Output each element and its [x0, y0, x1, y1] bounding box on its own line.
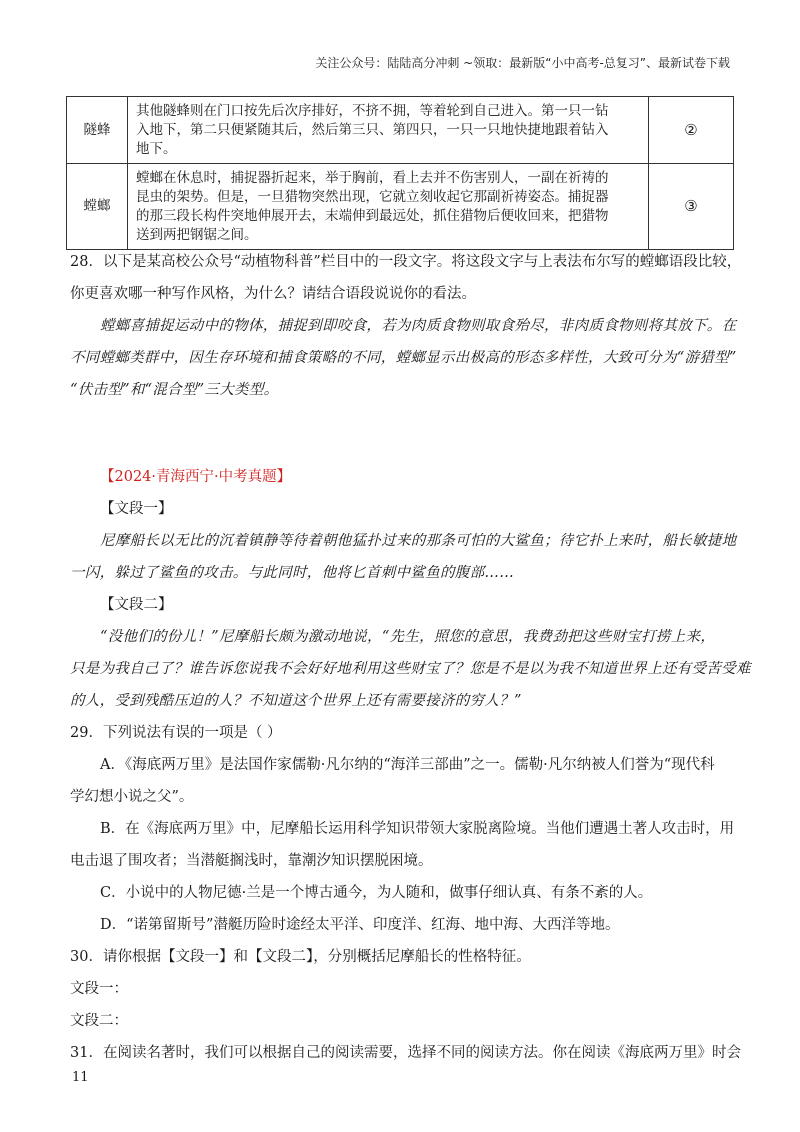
q28-stem: 28．以下是某高校公众号“动植物科普”栏目中的一段文字。将这段文字与上表法布尔写的螳螂语段比较，	[70, 254, 742, 270]
q29-option-c: C．小说中的人物尼德·兰是一个博古通今，为人随和，做事仔细认真、有条不紊的人。	[100, 885, 653, 901]
row-text	[128, 97, 649, 164]
q29-stem: 29．下列说法有误的一项是（ ）	[70, 725, 282, 741]
q29-option-a-cont: 学幻想小说之父”。	[70, 789, 194, 805]
q29-option-a: A．《海底两万里》是法国作家儒勒·凡尔纳的“海洋三部曲”之一。儒勒·凡尔纳被人们誉为“现代科	[100, 757, 715, 773]
row-name: 隧蜂	[67, 97, 128, 164]
seg1-line: 一闪，躲过了鲨鱼的攻击。与此同时，他将匕首刺中鲨鱼的腹部……	[70, 565, 514, 581]
row-mark: ②	[649, 97, 734, 164]
q29-option-b-cont: 电击退了围攻者；当潜艇搁浅时，靠潮汐知识摆脱困境。	[70, 853, 433, 869]
row-name: 螳螂	[67, 164, 128, 250]
row-mark: ③	[649, 164, 734, 250]
seg1-line: 尼摩船长以无比的沉着镇静等待着朝他猛扑过来的那条可怕的大鲨鱼；待它扑上来时，船长敏捷地	[100, 533, 737, 549]
page-number: 11	[72, 1070, 89, 1085]
seg1-title: 【文段一】	[100, 501, 173, 517]
seg2-line: 只是为我自己了？谁告诉您说我不会好好地利用这些财宝了？您是不是以为我不知道世界上还有受苦受难	[70, 661, 751, 677]
row-text-line: 送到两把钢锯之间。	[136, 226, 258, 243]
source-tag: 【2024·青海西宁·中考真题】	[100, 469, 292, 485]
row-text-line: 其他隧蜂则在门口按先后次序排好，不挤不拥，等着轮到自己进入。第一只一钻	[136, 102, 609, 119]
q28-passage-line: “伏击型”和“混合型”三大类型。	[70, 382, 279, 398]
q28-stem-cont: 你更喜欢哪一种写作风格，为什么？请结合语段说说你的看法。	[70, 286, 476, 302]
row-text-line: 入地下，第二只便紧随其后，然后第三只、第四只，一只一只地快捷地跟着钻入	[136, 121, 609, 138]
comparison-table	[66, 96, 734, 250]
row-text-line: 的那三段长构件突地伸展开去，末端伸到最远处，抓住猎物后便收回来，把猎物	[136, 207, 609, 224]
q30-stem: 30．请你根据【文段一】和【文段二】，分别概括尼摩船长的性格特征。	[70, 949, 531, 965]
row-text	[128, 164, 649, 250]
q28-passage-line: 螳螂喜捕捉运动中的物体，捕捉到即咬食，若为肉质食物则取食殆尽，非肉质食物则将其放下。在	[100, 318, 737, 334]
q31-stem: 31．在阅读名著时，我们可以根据自己的阅读需要，选择不同的阅读方法。你在阅读《海底两万里》时会	[70, 1045, 741, 1061]
table-row	[67, 164, 734, 250]
q28-passage-line: 不同螳螂类群中，因生存环境和捕食策略的不同，螳螂显示出极高的形态多样性，大致可分为“游猎型”	[70, 350, 737, 366]
page-header: 关注公众号：陆陆高分冲刺 ~领取：最新版“小中高考-总复习”、最新试卷下载	[315, 56, 730, 70]
q29-option-b: B．在《海底两万里》中，尼摩船长运用科学知识带领大家脱离险境。当他们遭遇土著人攻击时，用	[100, 821, 735, 837]
seg2-title: 【文段二】	[100, 597, 173, 613]
table-row	[67, 97, 734, 164]
q29-option-d: D．“诺第留斯号”潜艇历险时途经太平洋、印度洋、红海、地中海、大西洋等地。	[100, 917, 620, 933]
seg2-line: 的人，受到残酷压迫的人？不知道这个世界上还有需要接济的穷人？”	[70, 693, 522, 709]
row-text-line: 地下。	[136, 140, 177, 157]
seg2-line: “没他们的份儿！”尼摩船长颇为激动地说，“先生，照您的意思，我费劲把这些财宝打捞上来，	[100, 629, 716, 645]
q30-answer-1: 文段一：	[70, 981, 128, 997]
row-text-line: 昆虫的架势。但是，一旦猎物突然出现，它就立刻收起它那副祈祷姿态。捕捉器	[136, 188, 609, 205]
row-text-line: 螳螂在休息时，捕捉器折起来，举于胸前，看上去并不伤害别人，一副在祈祷的	[136, 169, 609, 186]
q30-answer-2: 文段二：	[70, 1013, 128, 1029]
